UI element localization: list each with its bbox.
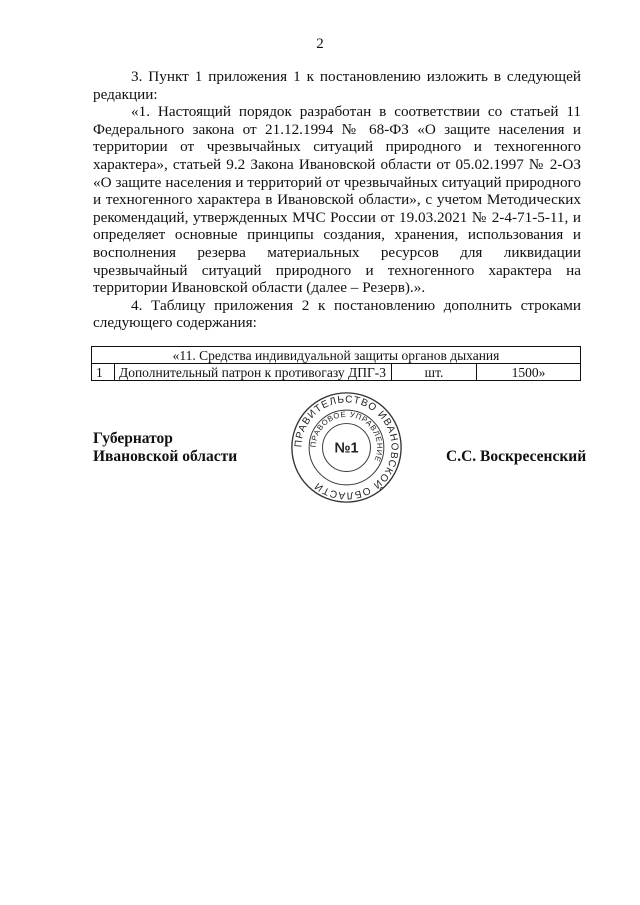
table-group-row bbox=[92, 347, 581, 364]
signatory-title-line-1: Губернатор bbox=[93, 430, 173, 447]
row-quantity-cell: 1500» bbox=[477, 364, 581, 381]
official-seal-stamp bbox=[289, 390, 404, 505]
row-number-cell: 1 bbox=[92, 364, 115, 381]
paragraph-item-4: 4. Таблицу приложения 2 к постановлению дополнить строками следующего содержания: bbox=[93, 296, 581, 332]
signatory-title-line-2: Ивановской области bbox=[93, 448, 238, 465]
seal-number: №1 bbox=[334, 440, 359, 457]
signatory-title bbox=[93, 430, 237, 466]
document-body bbox=[93, 68, 581, 332]
group-heading-cell: «11. Средства индивидуальной защиты органов дыхания bbox=[92, 347, 581, 364]
page-number: 2 bbox=[316, 36, 324, 52]
signatory-name: С.С. Воскресенский bbox=[446, 448, 587, 465]
paragraph-item-1-quote: «1. Настоящий порядок разработан в соответствии со статьей 11 Федерального закона от 21.12.1994 № 68-ФЗ «О защите населения и территории от чрезвычайных ситуаций природного и техногенного характера», статьей 9.2 Закона Ивановской области от 05.02.1997 № 2-ОЗ «О защите населения и территорий от чрезвычайных ситуаций природного и техногенного характера в Ивановской области», с учетом Методических рекомендаций, утвержденных МЧС России от 19.03.2021 № 2-4-71-5-11, и определяет основные принципы создания, хранения, использования и восполнения резерва материальных ресурсов для ликвидации чрезвычайный ситуаций природного и техногенного характера на территории Ивановской области (далее – Резерв).». bbox=[93, 103, 581, 297]
seal-inner-ring-text: ПРАВОВОЕ УПРАВЛЕНИЕ bbox=[308, 409, 385, 464]
amendment-table bbox=[91, 346, 581, 381]
table-row bbox=[92, 364, 581, 381]
seal-ring-text: ПРАВИТЕЛЬСТВО ИВАНОВСКОЙ ОБЛАСТИ bbox=[293, 394, 400, 501]
row-name-cell: Дополнительный патрон к противогазу ДПГ-3 bbox=[115, 364, 392, 381]
paragraph-item-3: 3. Пункт 1 приложения 1 к постановлению изложить в следующей редакции: bbox=[93, 68, 581, 103]
row-unit-cell: шт. bbox=[392, 364, 477, 381]
